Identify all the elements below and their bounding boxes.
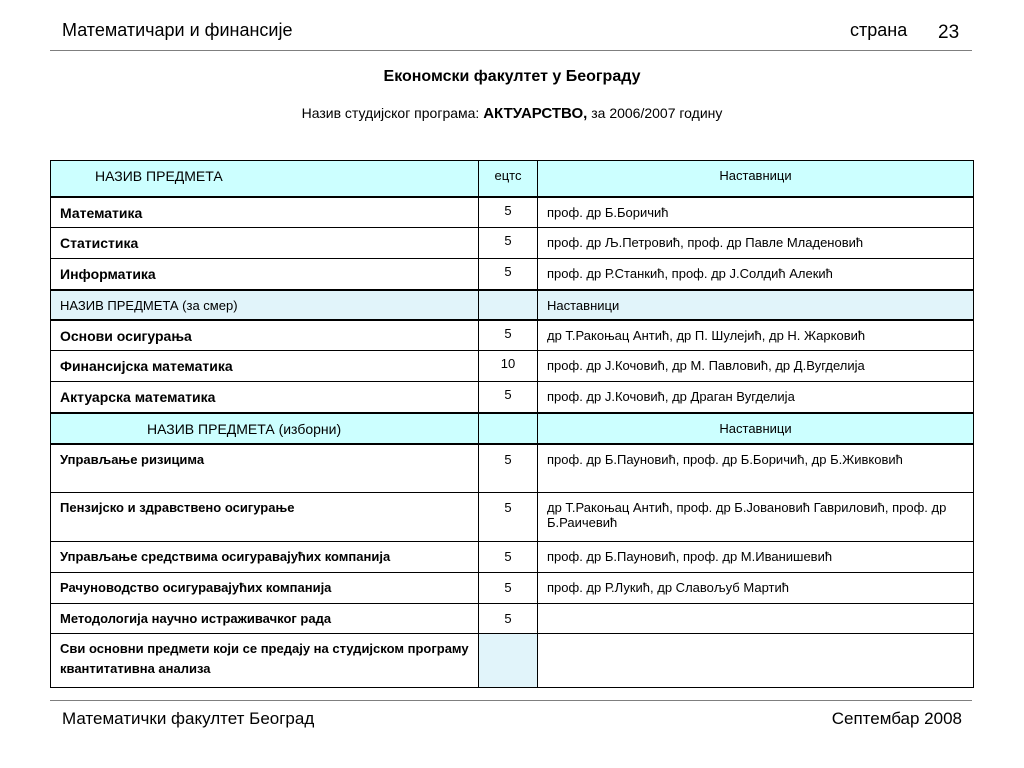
teachers-cell: проф. др Ј.Кочовић, др М. Павловић, др Д.Вугделија <box>538 351 974 382</box>
subject-cell: Статистика <box>51 228 479 259</box>
header-title: Математичари и финансије <box>62 20 293 40</box>
table-row <box>51 604 974 634</box>
table-row <box>51 493 974 542</box>
subtitle-prefix: Назив студијског програма: <box>301 105 484 121</box>
subject-cell: Управљање средствима осигуравајућих компанија <box>51 542 479 573</box>
table-row <box>51 542 974 573</box>
ects-cell: 5 <box>479 542 538 573</box>
major-header-row <box>51 290 974 320</box>
header-subject: НАЗИВ ПРЕДМЕТА <box>51 161 479 197</box>
subject-cell: Информатика <box>51 259 479 290</box>
teachers-cell: проф. др Ј.Кочовић, др Драган Вугделија <box>538 382 974 413</box>
ects-cell: 5 <box>479 493 538 542</box>
subject-cell: Методологија научно истраживачког рада <box>51 604 479 634</box>
subject-cell: Математика <box>51 197 479 228</box>
teachers-cell <box>538 634 974 688</box>
table-row <box>51 382 974 413</box>
teachers-cell: проф. др Р.Станкић, проф. др Ј.Солдић Алекић <box>538 259 974 290</box>
major-header-ects <box>479 290 538 320</box>
footer-rule <box>50 700 972 701</box>
elective-header-ects <box>479 413 538 444</box>
subject-cell: Пензијско и здравствено осигурање <box>51 493 479 542</box>
elective-header-teachers: Наставници <box>538 413 974 444</box>
teachers-cell: проф. др Б.Пауновић, проф. др Б.Боричић, др Б.Живковић <box>538 444 974 493</box>
ects-cell: 5 <box>479 197 538 228</box>
subject-cell: Основи осигурања <box>51 320 479 351</box>
table-row <box>51 444 974 493</box>
table-row <box>51 197 974 228</box>
table-row <box>51 573 974 604</box>
header-teachers: Наставници <box>538 161 974 197</box>
table-header-row <box>51 161 974 197</box>
teachers-cell: проф. др Б.Боричић <box>538 197 974 228</box>
program-subtitle <box>0 105 1024 122</box>
document-title: Економски факултет у Београду <box>383 68 641 85</box>
table-row <box>51 228 974 259</box>
page-number: 23 <box>938 22 960 43</box>
major-header-subject: НАЗИВ ПРЕДМЕТА (за смер) <box>51 290 479 320</box>
header-ects: ецтс <box>479 161 538 197</box>
ects-cell: 5 <box>479 444 538 493</box>
ects-cell: 10 <box>479 351 538 382</box>
program-name: АКТУАРСТВО, <box>483 105 588 122</box>
teachers-cell <box>538 604 974 634</box>
table-row <box>51 634 974 688</box>
ects-cell: 5 <box>479 228 538 259</box>
subject-cell: Рачуноводство осигуравајућих компанија <box>51 573 479 604</box>
ects-cell: 5 <box>479 320 538 351</box>
footer-right: Септембар 2008 <box>831 709 962 728</box>
ects-cell <box>479 634 538 688</box>
teachers-cell: проф. др Р.Лукић, др Славољуб Мартић <box>538 573 974 604</box>
elective-header-row <box>51 413 974 444</box>
subject-cell: Управљање ризицима <box>51 444 479 493</box>
ects-cell: 5 <box>479 382 538 413</box>
footer-left: Математички факултет Београд <box>62 709 315 728</box>
subject-cell: Финансијска математика <box>51 351 479 382</box>
teachers-cell: др Т.Ракоњац Антић, др П. Шулејић, др Н. Жарковић <box>538 320 974 351</box>
table-row <box>51 351 974 382</box>
ects-cell: 5 <box>479 259 538 290</box>
curriculum-table <box>50 160 974 688</box>
teachers-cell: проф. др Љ.Петровић, проф. др Павле Младеновић <box>538 228 974 259</box>
table-row <box>51 320 974 351</box>
subject-cell: Сви основни предмети који се предају на студијском програму квантитативна анализа <box>51 634 479 688</box>
ects-cell: 5 <box>479 604 538 634</box>
teachers-cell: др Т.Ракоњац Антић, проф. др Б.Јовановић Гавриловић, проф. др Б.Раичевић <box>538 493 974 542</box>
subtitle-suffix: за 2006/2007 годину <box>587 105 723 121</box>
teachers-cell: проф. др Б.Пауновић, проф. др М.Иванишевић <box>538 542 974 573</box>
ects-cell: 5 <box>479 573 538 604</box>
page-label: страна <box>850 20 908 40</box>
elective-header-subject: НАЗИВ ПРЕДМЕТА (изборни) <box>51 413 479 444</box>
header-rule <box>50 50 972 51</box>
major-header-teachers: Наставници <box>538 290 974 320</box>
table-row <box>51 259 974 290</box>
subject-cell: Актуарска математика <box>51 382 479 413</box>
